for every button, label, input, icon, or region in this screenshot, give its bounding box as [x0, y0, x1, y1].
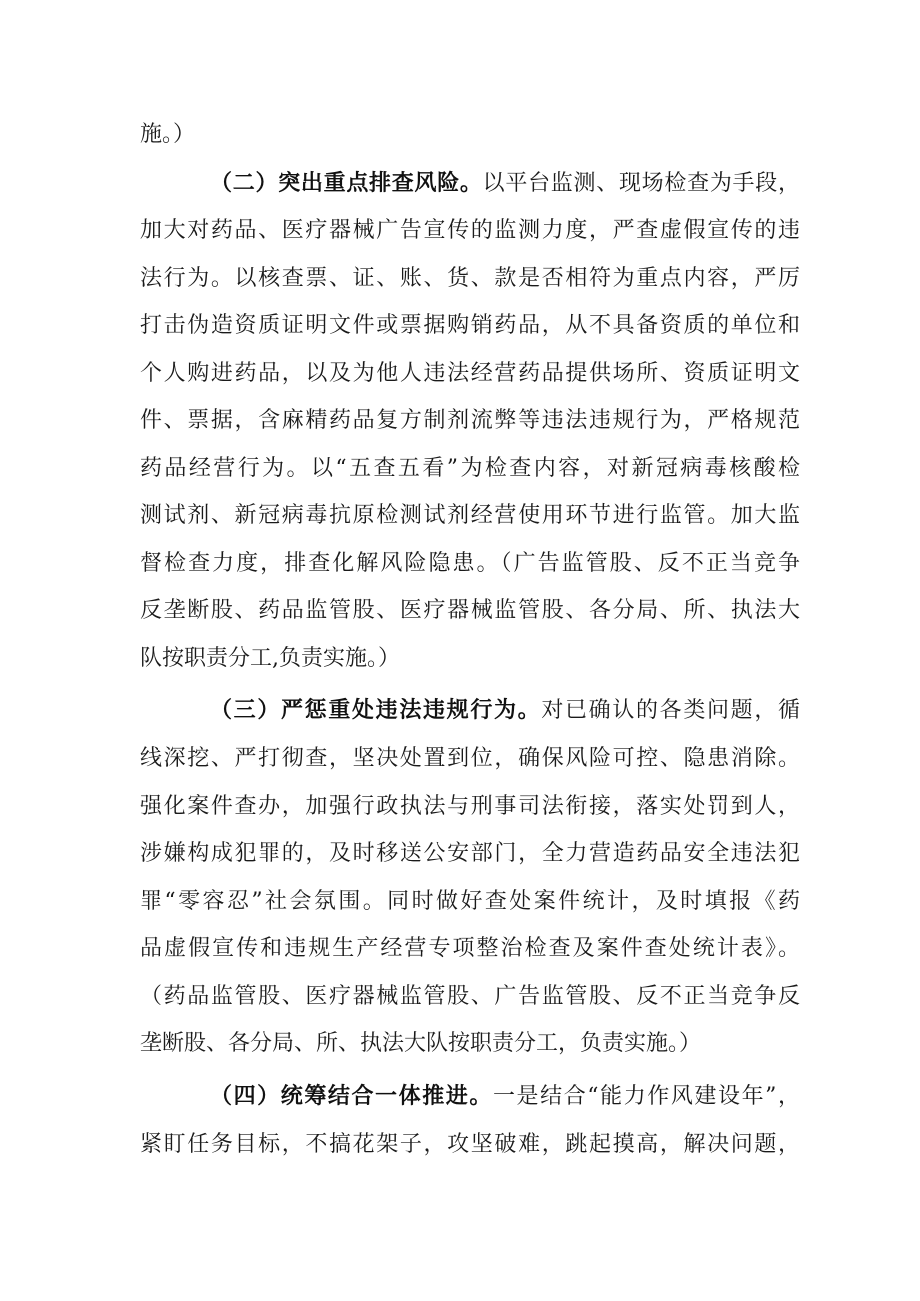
- text-line: [140, 591, 800, 631]
- line-text: 法行为。以核查票、证、账、货、款是否相符为重点内容，严厉: [140, 266, 800, 291]
- section-heading-line: [210, 164, 800, 204]
- line-text: 对已确认的各类问题，循: [541, 698, 800, 723]
- line-text: 紧盯任务目标，不搞花架子，攻坚破难，跳起摸高，解决问题，: [140, 1132, 800, 1157]
- text-line: [140, 1125, 800, 1165]
- text-line: [140, 354, 800, 394]
- line-text: 涉嫌构成犯罪的，及时移送公安部门，全力营造药品安全违法犯: [140, 841, 800, 866]
- line-text: 垄断股、各分局、所、执法大队按职责分工，负责实施。）: [140, 1031, 702, 1056]
- line-text: 药品经营行为。以“五查五看”为检查内容，对新冠病毒核酸检: [140, 456, 800, 481]
- line-text: 队按职责分工,负责实施。）: [140, 646, 400, 671]
- section-heading-two: （二）突出重点排查风险。: [210, 171, 483, 196]
- section-heading-three: （三）严惩重处违法违规行为。: [210, 698, 542, 723]
- section-heading-four: （四）统筹结合一体推进。: [210, 1084, 493, 1109]
- section-heading-line: [210, 1077, 800, 1117]
- text-line: [140, 882, 800, 922]
- text-line: [140, 259, 800, 299]
- text-line: [140, 977, 800, 1017]
- text-line: [140, 1024, 800, 1064]
- line-text: 打击伪造资质证明文件或票据购销药品，从不具备资质的单位和: [140, 313, 800, 338]
- text-line: [140, 544, 800, 584]
- text-line: [140, 449, 800, 489]
- line-text: 强化案件查办，加强行政执法与刑事司法衔接，落实处罚到人，: [140, 794, 800, 819]
- line-text: 件、票据，含麻精药品复方制剂流弊等违法违规行为，严格规范: [140, 408, 800, 433]
- text-line: [140, 739, 800, 779]
- text-line: [140, 115, 800, 155]
- section-heading-line: [210, 691, 800, 731]
- line-text: 罪“零容忍”社会氛围。同时做好查处案件统计，及时填报《药: [140, 889, 800, 914]
- line-text: 线深挖、严打彻查，坚决处置到位，确保风险可控、隐患消除。: [140, 746, 800, 771]
- line-text: 测试剂、新冠病毒抗原检测试剂经营使用环节进行监管。加大监: [140, 503, 800, 528]
- text-line: [140, 929, 800, 969]
- line-text: 加大对药品、医疗器械广告宣传的监测力度，严查虚假宣传的违: [140, 218, 800, 243]
- line-text: 督检查力度，排查化解风险隐患。（广告监管股、反不正当竞争: [140, 551, 800, 576]
- line-text: 品虚假宣传和违规生产经营专项整治检查及案件查处统计表》。: [140, 936, 800, 961]
- line-text: 以平台监测、现场检查为手段，: [482, 171, 800, 196]
- line-text: 一是结合“能力作风建设年”，: [492, 1084, 800, 1109]
- line-text: 反垄断股、药品监管股、医疗器械监管股、各分局、所、执法大: [140, 598, 800, 623]
- text-line: [140, 496, 800, 536]
- line-text: 个人购进药品，以及为他人违法经营药品提供场所、资质证明文: [140, 361, 800, 386]
- text-line: [140, 639, 800, 679]
- text-line: [140, 306, 800, 346]
- text-line: [140, 834, 800, 874]
- text-line: [140, 401, 800, 441]
- text-line: [140, 211, 800, 251]
- line-text: （药品监管股、医疗器械监管股、广告监管股、反不正当竞争反: [140, 984, 800, 1009]
- line-text: 施。）: [140, 122, 196, 147]
- text-line: [140, 787, 800, 827]
